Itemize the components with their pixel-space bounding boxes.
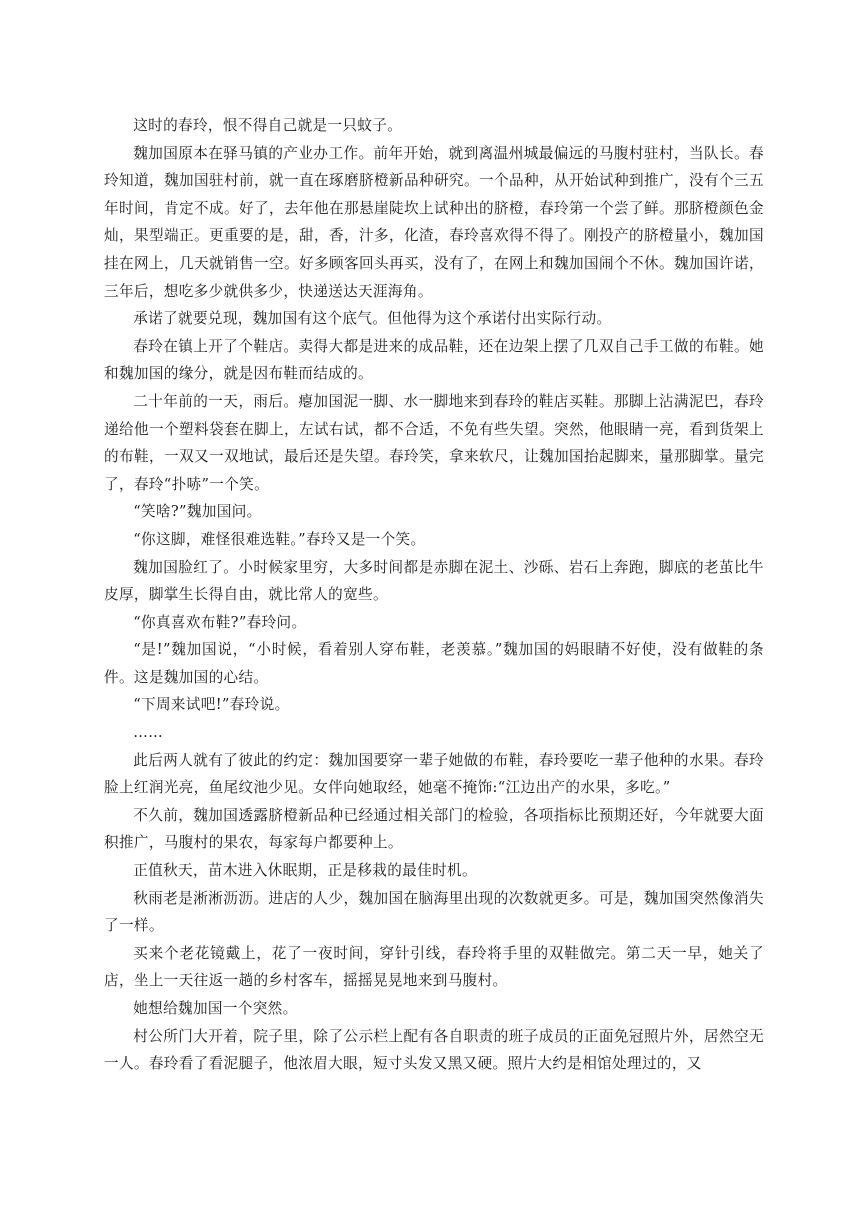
paragraph-1: 这时的春玲，恨不得自己就是一只蚊子。 — [133, 117, 403, 134]
paragraph-10: “是!”魏加国说，“小时候，看着别人穿布鞋，老羡慕。”魏加国的妈眼睛不好使，没有做鞋的条件。这是魏加国的心结。 — [104, 641, 764, 686]
ellipsis-break: …… — [133, 724, 164, 742]
paragraph-9: “你真喜欢布鞋?”春玲问。 — [133, 613, 307, 631]
paragraph-8: 魏加国脸红了。小时候家里穷，大多时间都是赤脚在泥土、沙砾、岩石上奔跑，脚底的老茧比牛皮厚，脚掌生长得自由，就比常人的宽些。 — [104, 558, 764, 604]
paragraph-13: 不久前，魏加国透露脐橙新品种已经通过相关部门的检验，各项指标比预期还好，今年就要大面积推广，马腹村的果农，每家每户都要种上。 — [104, 806, 764, 852]
paragraph-18: 村公所门大开着，院子里，除了公示栏上配有各自职责的班子成员的正面免冠照片外，居然空无一人。春玲看了看泥腿子，他浓眉大眼，短寸头发又黑又硬。照片大约是相馆处理过的，又 — [104, 1027, 764, 1073]
paragraph-16: 买来个老花镜戴上，花了一夜时间，穿针引线，春玲将手里的双鞋做完。第二天一早，她关了店，坐上一天往返一趟的乡村客车，摇摇晃晃地来到马腹村。 — [104, 944, 764, 990]
paragraph-2: 魏加国原本在驿马镇的产业办工作。前年开始，就到离温州城最偏远的马腹村驻村，当队长。春玲知道，魏加国驻村前，就一直在琢磨脐橙新品种研究。一个品种，从开始试种到推广，没有个三五年时间，肯定不成。好了，去年他在那悬崖陡坎上试种出的脐橙，春玲第一个尝了鲜。那脐橙颜色金灿，果型端正。更重要的是，甜，香，汁多，化渣，春玲喜欢得不得了。刚投产的脐橙量小，魏加国挂在网上，几天就销售一空。好多顾客回头再买，没有了，在网上和魏加国闹个不休。魏加国许诺，三年后，想吃多少就供多少，快递送达天涯海角。 — [104, 144, 764, 300]
paragraph-3: 承诺了就要兑现，魏加国有这个底气。但他得为这个承诺付出实际行动。 — [133, 310, 612, 328]
story-text — [104, 112, 764, 1078]
paragraph-7: “你这脚，难怪很难选鞋。”春玲又是一个笑。 — [133, 530, 426, 548]
paragraph-17: 她想给魏加国一个突然。 — [133, 1000, 298, 1017]
paragraph-15: 秋雨老是淅淅沥沥。进店的人少，魏加国在脑海里出现的次数就更多。可是，魏加国突然像消失了一样。 — [104, 889, 764, 935]
paragraph-12: 此后两人就有了彼此的约定：魏加国要穿一辈子她做的布鞋，春玲要吃一辈子他种的水果。春玲脸上红润光亮，鱼尾纹池少见。女伴向她取经，她毫不掩饰:“江边出产的水果，多吃。” — [104, 751, 764, 797]
paragraph-6: “笑啥?”魏加国问。 — [133, 503, 262, 521]
paragraph-11: “下周来试吧!”春玲说。 — [133, 696, 290, 714]
paragraph-14: 正值秋天，苗木进入休眠期，正是移栽的最佳时机。 — [133, 862, 477, 880]
paragraph-4: 春玲在镇上开了个鞋店。卖得大都是进来的成品鞋，还在边架上摆了几双自己手工做的布鞋。她和魏加国的缘分，就是因布鞋而结成的。 — [104, 337, 764, 383]
paragraph-5: 二十年前的一天，雨后。瘪加国泥一脚、水一脚地来到春玲的鞋店买鞋。那脚上沾满泥巴，春玲递给他一个塑料袋套在脚上，左试右试，都不合适，不免有些失望。突然，他眼睛一亮，看到货架上的布鞋，一双又一双地试，最后还是失望。春玲笑，拿来软尺，让魏加国抬起脚来，量那脚掌。量完了，春玲“扑哧”一个笑。 — [104, 392, 764, 493]
